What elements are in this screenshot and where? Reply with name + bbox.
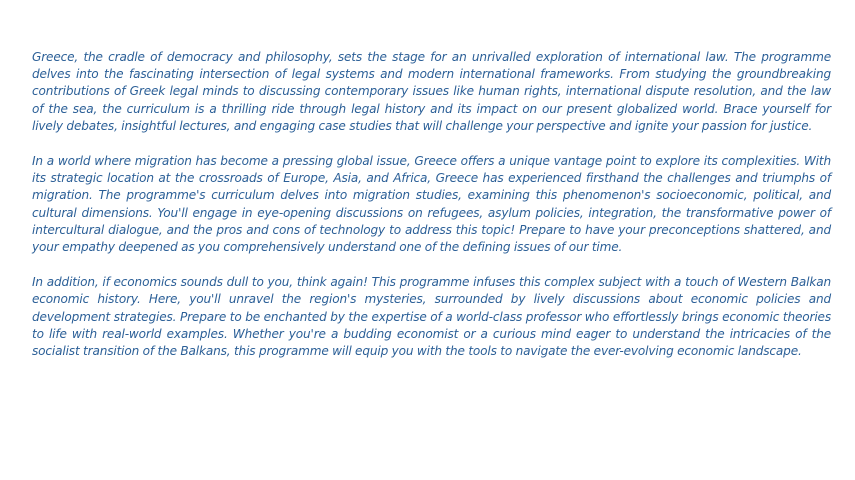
paragraph-international-law: Greece, the cradle of democracy and philosophy, sets the stage for an unrivalled exploration of international law. The programme delves into the fascinating intersection of legal systems and modern international frameworks. From studying the groundbreaking contributions of Greek legal minds to discussing contemporary issues like human rights, international dispute resolution, and the law of the sea, the curriculum is a thrilling ride through legal history and its impact on our present globalized world. Brace yourself for lively debates, insightful lectures, and engaging case studies that will challenge your perspective and ignite your passion for justice. <box>32 50 831 133</box>
body-text <box>32 49 831 378</box>
paragraph-economics: In addition, if economics sounds dull to you, think again! This programme infuses this complex subject with a touch of Western Balkan economic history. Here, you'll unravel the region's mysteries, surrounded by lively discussions about economic policies and development strategies. Prepare to be enchanted by the expertise of a world-class professor who effortlessly brings economic theories to life with real-world examples. Whether you're a budding economist or a curious mind eager to understand the intricacies of the socialist transition of the Balkans, this programme will equip you with the tools to navigate the ever-evolving economic landscape. <box>32 275 831 359</box>
paragraph-migration: In a world where migration has become a pressing global issue, Greece offers a unique vantage point to explore its complexities. With its strategic location at the crossroads of Europe, Asia, and Africa, Greece has experienced firsthand the challenges and triumphs of migration. The programme's curriculum delves into migration studies, examining this phenomenon's socioeconomic, political, and cultural dimensions. You'll engage in eye-opening discussions on refugees, asylum policies, integration, the transformative power of intercultural dialogue, and the pros and cons of technology to address this topic! Prepare to have your preconceptions shattered, and your empathy deepened as you comprehensively understand one of the defining issues of our time. <box>32 154 831 255</box>
